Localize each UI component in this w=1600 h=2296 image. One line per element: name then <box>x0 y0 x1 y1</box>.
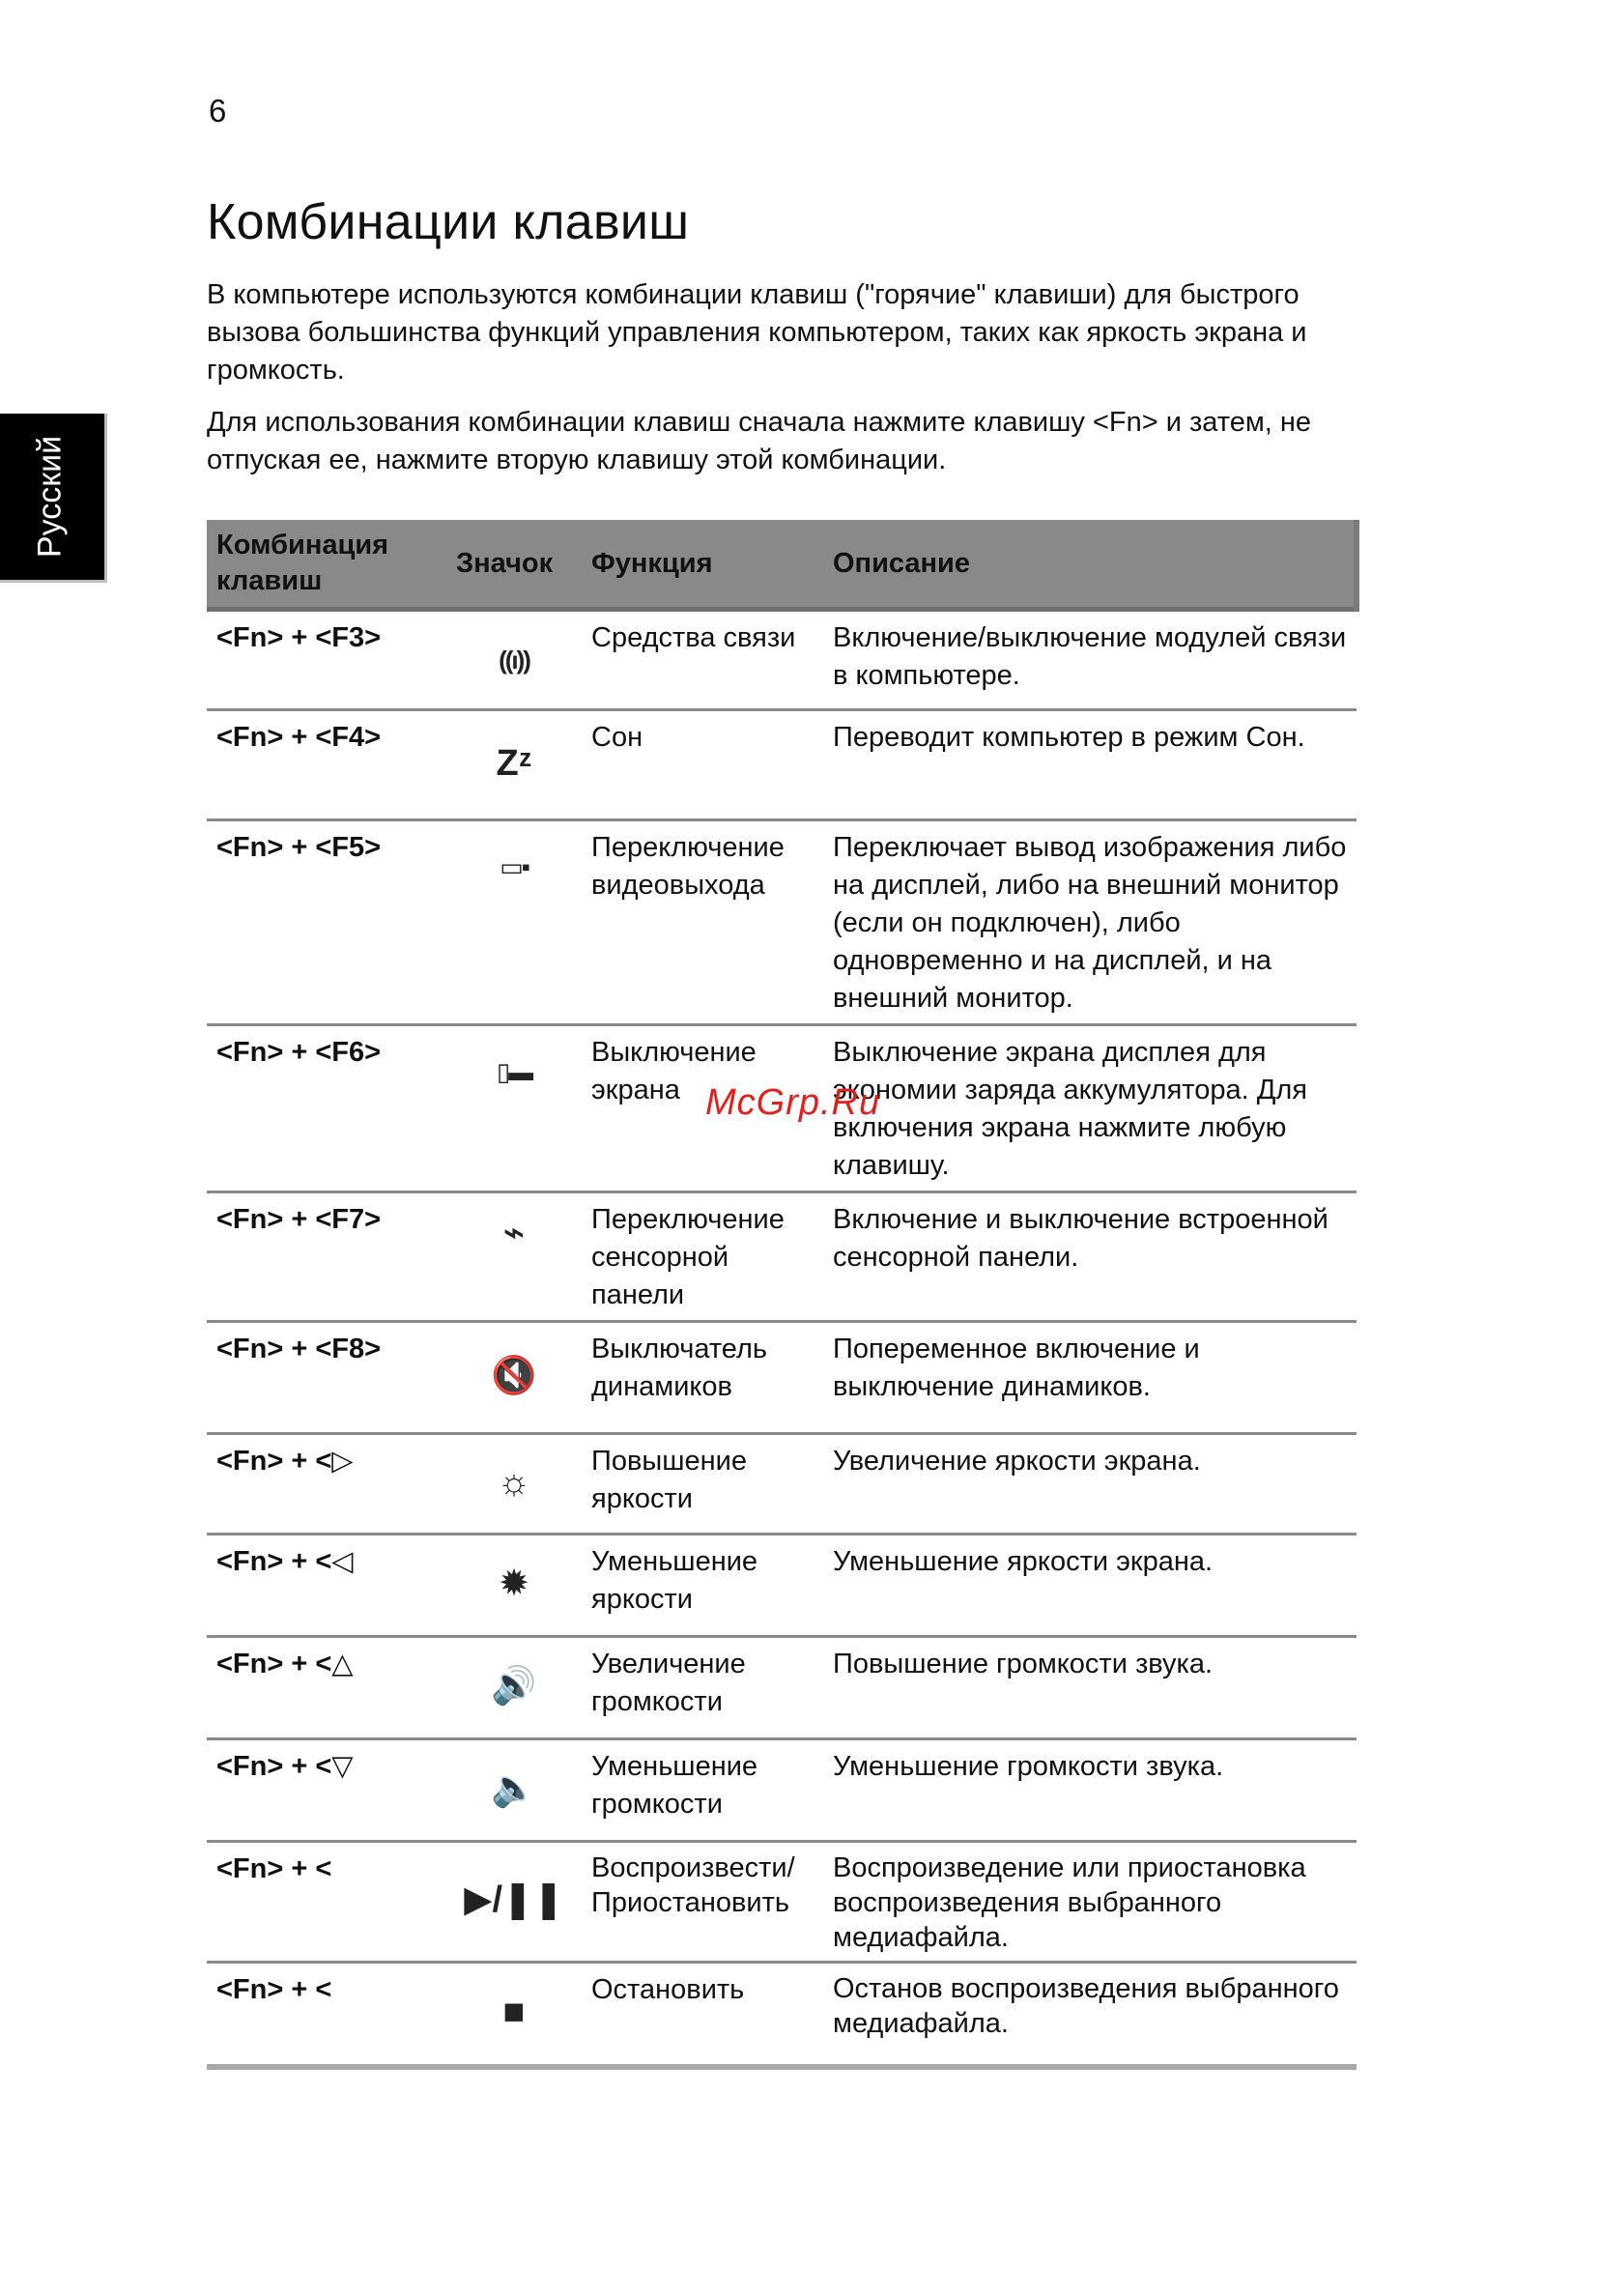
table-row <box>207 1434 1357 1535</box>
row-description: Увеличение яркости экрана. <box>833 1446 1201 1477</box>
table-row <box>207 820 1357 1025</box>
row-description: Уменьшение яркости экрана. <box>833 1546 1214 1577</box>
header-description: Описание <box>823 520 1357 610</box>
volume-down-icon: 🔈 <box>491 1767 537 1809</box>
wireless-icon: ((ı)) <box>499 645 529 674</box>
row-description: Переводит компьютер в режим Сон. <box>833 722 1305 753</box>
row-description: Переключает вывод изображения либо на дисплей, либо на внешний монитор (если он подключен), либо одновременно и на дисплей, и на внешний монитор. <box>833 832 1347 1014</box>
row-function: Остановить <box>591 1974 745 2005</box>
row-description: Включение/выключение модулей связи в компьютере. <box>833 622 1347 691</box>
hotkeys-table <box>207 520 1359 2070</box>
row-combo: <Fn> + < <box>216 1974 332 2005</box>
table-row <box>207 1739 1357 1842</box>
table-row <box>207 1322 1357 1434</box>
table-row <box>207 1192 1357 1322</box>
row-combo: <Fn> + <F5> <box>216 832 382 863</box>
row-description: Воспроизведение или приостановка воспроизведения выбранного медиафайла. <box>833 1852 1306 1953</box>
row-description: Включение и выключение встроенной сенсорной панели. <box>833 1204 1329 1273</box>
brightness-down-icon: ✹ <box>499 1563 529 1604</box>
row-combo: <Fn> + <F4> <box>216 722 382 753</box>
row-function: Средства связи <box>591 622 796 653</box>
row-function: Сон <box>591 722 643 753</box>
table-row <box>207 1535 1357 1637</box>
row-function: Выключение экрана <box>591 1037 757 1105</box>
row-combo: <Fn> + <▷ <box>216 1446 354 1477</box>
row-function: Воспроизвести/ Приостановить <box>591 1852 795 1918</box>
language-side-tab <box>0 414 107 583</box>
play-pause-icon: ▶/❚❚ <box>464 1880 564 1920</box>
table-row <box>207 1963 1357 2067</box>
display-toggle-icon: ▭▪ <box>500 852 529 881</box>
row-function: Выключатель динамиков <box>591 1334 767 1402</box>
row-description: Повышение громкости звука. <box>833 1649 1214 1679</box>
table-row <box>207 610 1357 710</box>
table-row <box>207 1637 1357 1739</box>
speaker-mute-icon: 🔇 <box>491 1355 537 1396</box>
table-row <box>207 710 1357 820</box>
row-function: Переключение видеовыхода <box>591 832 785 901</box>
row-description: Выключение экрана дисплея для экономии заряда аккумулятора. Для включения экрана нажмите любую клавишу. <box>833 1037 1307 1181</box>
watermark: McGrp.Ru <box>705 1082 881 1123</box>
row-combo: <Fn> + <△ <box>216 1649 354 1679</box>
header-combo: Комбинация клавиш <box>207 520 446 610</box>
row-combo: <Fn> + <F3> <box>216 622 382 653</box>
row-combo: <Fn> + <F6> <box>216 1037 382 1068</box>
row-description: Останов воспроизведения выбранного медиафайла. <box>833 1973 1339 2039</box>
display-off-icon: ▯▬ <box>496 1057 532 1086</box>
row-combo: <Fn> + <◁ <box>216 1546 354 1577</box>
page-title: Комбинации клавиш <box>207 194 690 250</box>
row-combo: <Fn> + < <box>216 1853 332 1884</box>
header-icon: Значок <box>446 520 582 610</box>
touchpad-toggle-icon: ⌁ <box>502 1213 526 1253</box>
row-function: Увеличение громкости <box>591 1649 746 1717</box>
table-header-row <box>207 520 1357 610</box>
intro-paragraph: В компьютере используются комбинации клавиш ("горячие" клавиши) для быстрого вызова большинства функций управления компьютером, таких как яркость экрана и громкость. <box>207 279 1307 386</box>
row-combo: <Fn> + <F8> <box>216 1334 382 1364</box>
usage-paragraph: Для использования комбинации клавиш сначала нажмите клавишу <Fn> и затем, не отпуская ее, нажмите вторую клавишу этой комбинации. <box>207 407 1312 475</box>
row-description: Уменьшение громкости звука. <box>833 1751 1224 1782</box>
row-function: Переключение сенсорной панели <box>591 1204 785 1310</box>
row-function: Уменьшение яркости <box>591 1546 758 1615</box>
side-tab-label: Русский <box>31 435 69 559</box>
row-combo: <Fn> + <▽ <box>216 1751 354 1782</box>
row-description: Попеременное включение и выключение динамиков. <box>833 1334 1200 1402</box>
sleep-icon: Zᶻ <box>496 742 532 784</box>
row-function: Уменьшение громкости <box>591 1751 758 1820</box>
header-function: Функция <box>582 520 823 610</box>
table-row <box>207 1842 1357 1963</box>
stop-icon: ■ <box>502 1991 526 2032</box>
row-function: Повышение яркости <box>591 1446 747 1514</box>
volume-up-icon: 🔊 <box>491 1665 537 1707</box>
page-number: 6 <box>209 93 227 129</box>
row-combo: <Fn> + <F7> <box>216 1204 382 1235</box>
brightness-up-icon: ☼ <box>497 1461 531 1503</box>
